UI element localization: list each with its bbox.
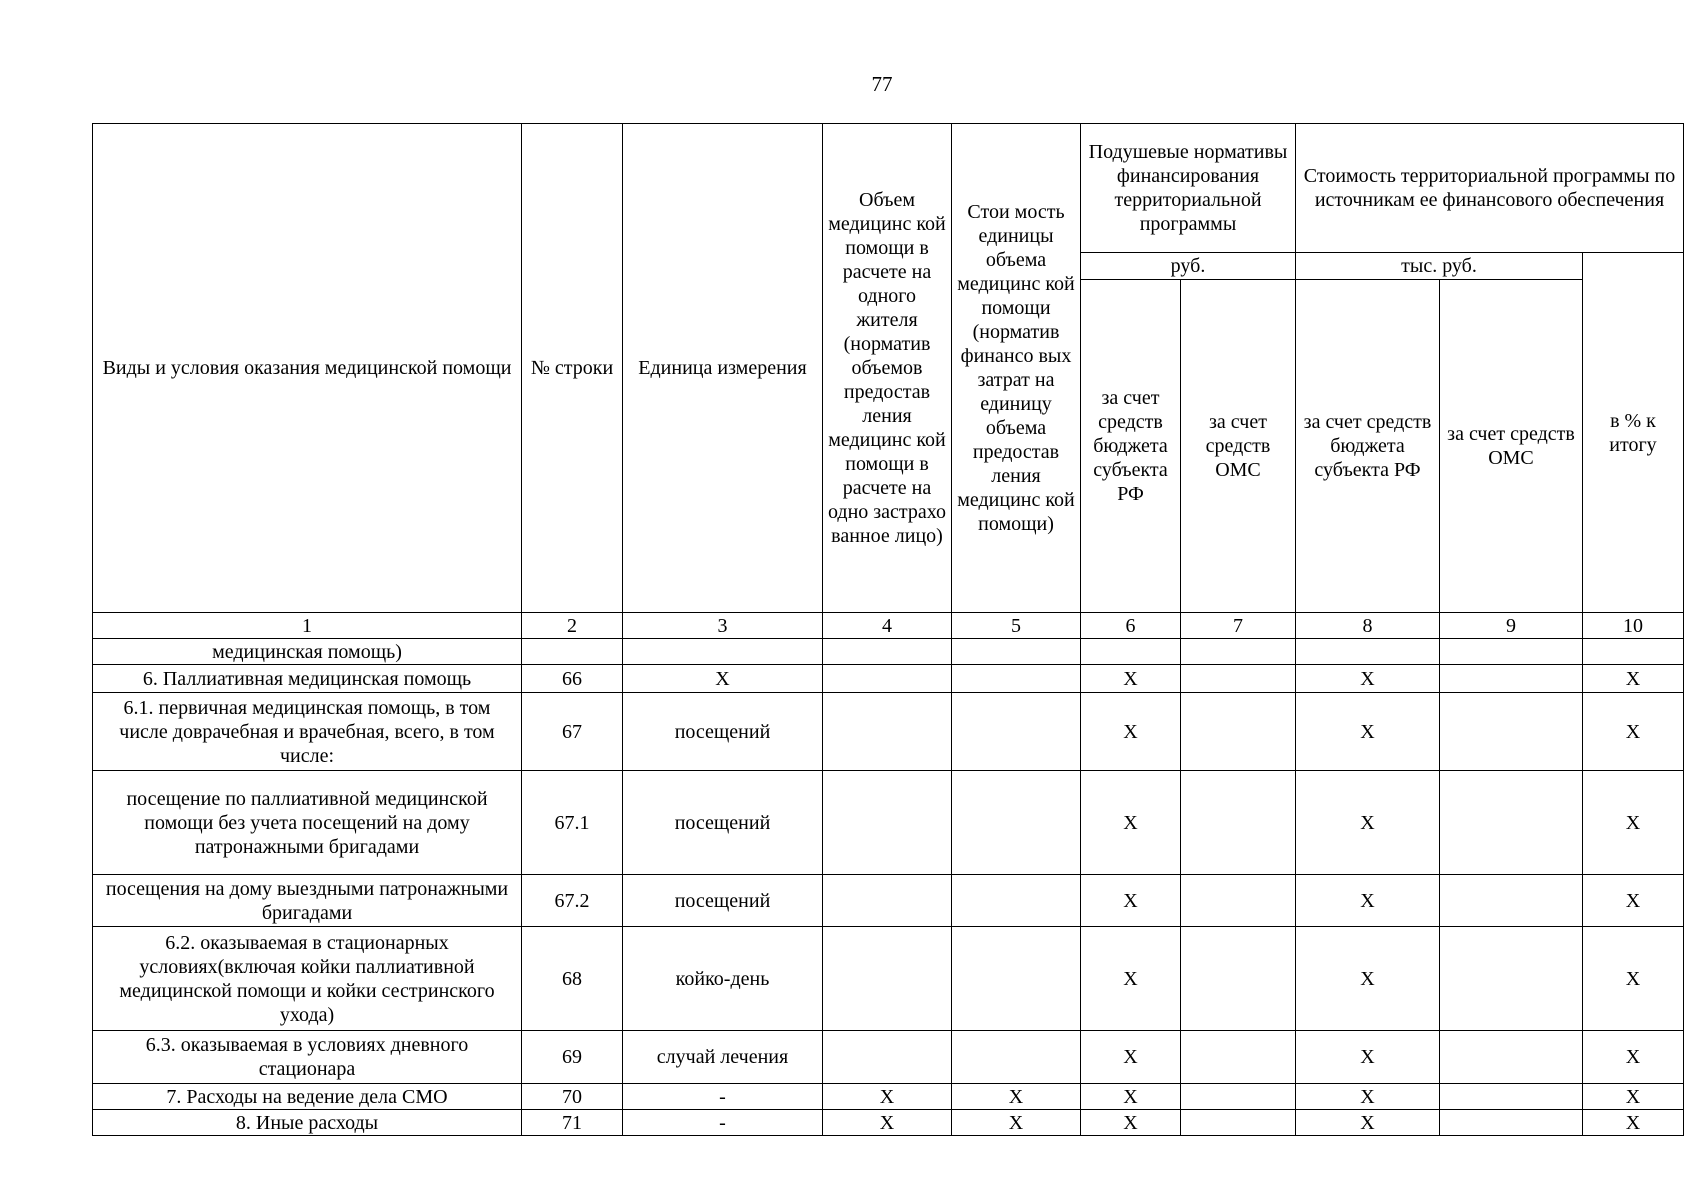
row-c5 — [952, 771, 1081, 875]
row-c10: Х — [1583, 771, 1684, 875]
column-number: 1 — [93, 613, 522, 639]
row-c5 — [952, 639, 1081, 665]
row-unit: посещений — [623, 875, 823, 927]
row-c5: Х — [952, 1110, 1081, 1136]
column-number: 8 — [1296, 613, 1440, 639]
row-c6: Х — [1081, 1110, 1181, 1136]
column-number: 6 — [1081, 613, 1181, 639]
page-number: 77 — [871, 72, 893, 96]
table-row — [93, 665, 1684, 693]
row-c9 — [1440, 927, 1583, 1031]
header-budget-thousand: за счет средств бюджета субъекта РФ — [1296, 280, 1440, 613]
row-line: 67 — [522, 693, 623, 771]
row-line: 67.1 — [522, 771, 623, 875]
table-row — [93, 1110, 1684, 1136]
row-unit: случай лечения — [623, 1031, 823, 1084]
row-c10: Х — [1583, 693, 1684, 771]
row-c9 — [1440, 665, 1583, 693]
row-c5: Х — [952, 1084, 1081, 1110]
row-name: 8. Иные расходы — [93, 1110, 522, 1136]
header-per-capita-norms: Подушевые нормативы финансирования территориальной программы — [1081, 124, 1296, 253]
table-row — [93, 1031, 1684, 1084]
row-line — [522, 639, 623, 665]
row-c4 — [823, 693, 952, 771]
header-oms-thousand: за счет средств ОМС — [1440, 280, 1583, 613]
row-line: 66 — [522, 665, 623, 693]
row-unit: койко-день — [623, 927, 823, 1031]
header-program-cost: Стоимость территориальной программы по источникам ее финансового обеспечения — [1296, 124, 1684, 253]
header-budget-rub: за счет средств бюджета субъекта РФ — [1081, 280, 1181, 613]
table-row — [93, 693, 1684, 771]
row-c5 — [952, 665, 1081, 693]
row-c7 — [1181, 665, 1296, 693]
row-c6: Х — [1081, 665, 1181, 693]
row-c6: Х — [1081, 927, 1181, 1031]
column-number: 3 — [623, 613, 823, 639]
row-c4 — [823, 927, 952, 1031]
row-c9 — [1440, 1110, 1583, 1136]
column-number: 2 — [522, 613, 623, 639]
row-c6: Х — [1081, 875, 1181, 927]
row-c9 — [1440, 1084, 1583, 1110]
row-c4 — [823, 639, 952, 665]
row-name: 7. Расходы на ведение дела СМО — [93, 1084, 522, 1110]
row-c6: Х — [1081, 693, 1181, 771]
row-name: медицинская помощь) — [93, 639, 522, 665]
row-c6: Х — [1081, 771, 1181, 875]
row-name: 6. Паллиативная медицинская помощь — [93, 665, 522, 693]
table-row — [93, 875, 1684, 927]
table-row — [93, 771, 1684, 875]
header-unit-thousand-rub: тыс. руб. — [1296, 253, 1583, 280]
row-c8: Х — [1296, 875, 1440, 927]
row-c8: Х — [1296, 665, 1440, 693]
header-types-conditions: Виды и условия оказания медицинской помощи — [93, 124, 522, 613]
column-number: 9 — [1440, 613, 1583, 639]
row-line: 70 — [522, 1084, 623, 1110]
row-c5 — [952, 927, 1081, 1031]
row-c10: Х — [1583, 927, 1684, 1031]
row-c4: Х — [823, 1084, 952, 1110]
table-row — [93, 639, 1684, 665]
row-c6: Х — [1081, 1084, 1181, 1110]
row-c8 — [1296, 639, 1440, 665]
row-c4 — [823, 875, 952, 927]
row-c6: Х — [1081, 1031, 1181, 1084]
row-name: 6.2. оказываемая в стационарных условиях(включая койки паллиативной медицинской помощи и койки сестринского ухода) — [93, 927, 522, 1031]
column-number: 5 — [952, 613, 1081, 639]
row-name: 6.1. первичная медицинская помощь, в том числе доврачебная и врачебная, всего, в том числе: — [93, 693, 522, 771]
row-c9 — [1440, 1031, 1583, 1084]
financing-table — [92, 123, 1684, 1136]
row-unit — [623, 639, 823, 665]
row-unit: - — [623, 1084, 823, 1110]
row-c8: Х — [1296, 1031, 1440, 1084]
row-unit: посещений — [623, 771, 823, 875]
row-name: посещение по паллиативной медицинской помощи без учета посещений на дому патронажными бригадами — [93, 771, 522, 875]
row-unit: Х — [623, 665, 823, 693]
row-c9 — [1440, 875, 1583, 927]
header-unit-rub: руб. — [1081, 253, 1296, 280]
table-row — [93, 927, 1684, 1031]
row-c10: Х — [1583, 1084, 1684, 1110]
row-c4: Х — [823, 1110, 952, 1136]
header-volume-per-capita: Объем медицинс кой помощи в расчете на одного жителя (норматив объемов предостав ления медицинс кой помощи в расчете на одно застрахо ванное лицо) — [823, 124, 952, 613]
row-c5 — [952, 693, 1081, 771]
row-c8: Х — [1296, 1110, 1440, 1136]
row-c8: Х — [1296, 927, 1440, 1031]
row-unit: - — [623, 1110, 823, 1136]
row-c7 — [1181, 875, 1296, 927]
header-unit: Единица измерения — [623, 124, 823, 613]
row-c4 — [823, 1031, 952, 1084]
row-c7 — [1181, 1084, 1296, 1110]
row-c7 — [1181, 1110, 1296, 1136]
header-oms-rub: за счет средств ОМС — [1181, 280, 1296, 613]
row-c10: Х — [1583, 1110, 1684, 1136]
header-unit-cost: Стои мость единицы объема медицинс кой помощи (норматив финансо вых затрат на единицу объема предостав ления медицинс кой помощи) — [952, 124, 1081, 613]
row-c7 — [1181, 693, 1296, 771]
row-unit: посещений — [623, 693, 823, 771]
table-row — [93, 1084, 1684, 1110]
table-body — [93, 613, 1684, 1136]
row-c6 — [1081, 639, 1181, 665]
row-c7 — [1181, 927, 1296, 1031]
row-c4 — [823, 771, 952, 875]
row-c8: Х — [1296, 1084, 1440, 1110]
row-name: посещения на дому выездными патронажными бригадами — [93, 875, 522, 927]
table-header — [93, 124, 1684, 613]
row-c10: Х — [1583, 1031, 1684, 1084]
row-name: 6.3. оказываемая в условиях дневного стационара — [93, 1031, 522, 1084]
row-c9 — [1440, 771, 1583, 875]
row-c4 — [823, 665, 952, 693]
column-number: 4 — [823, 613, 952, 639]
row-c9 — [1440, 693, 1583, 771]
row-c10: Х — [1583, 875, 1684, 927]
row-c8: Х — [1296, 771, 1440, 875]
row-c7 — [1181, 771, 1296, 875]
row-c5 — [952, 1031, 1081, 1084]
row-line: 68 — [522, 927, 623, 1031]
row-c10: Х — [1583, 665, 1684, 693]
column-number: 10 — [1583, 613, 1684, 639]
row-line: 69 — [522, 1031, 623, 1084]
row-line: 67.2 — [522, 875, 623, 927]
column-number: 7 — [1181, 613, 1296, 639]
row-c7 — [1181, 1031, 1296, 1084]
row-c10 — [1583, 639, 1684, 665]
row-c8: Х — [1296, 693, 1440, 771]
header-line-number: № строки — [522, 124, 623, 613]
row-line: 71 — [522, 1110, 623, 1136]
column-number-row — [93, 613, 1684, 639]
header-percent-of-total: в % к итогу — [1583, 253, 1684, 613]
row-c7 — [1181, 639, 1296, 665]
row-c5 — [952, 875, 1081, 927]
row-c9 — [1440, 639, 1583, 665]
